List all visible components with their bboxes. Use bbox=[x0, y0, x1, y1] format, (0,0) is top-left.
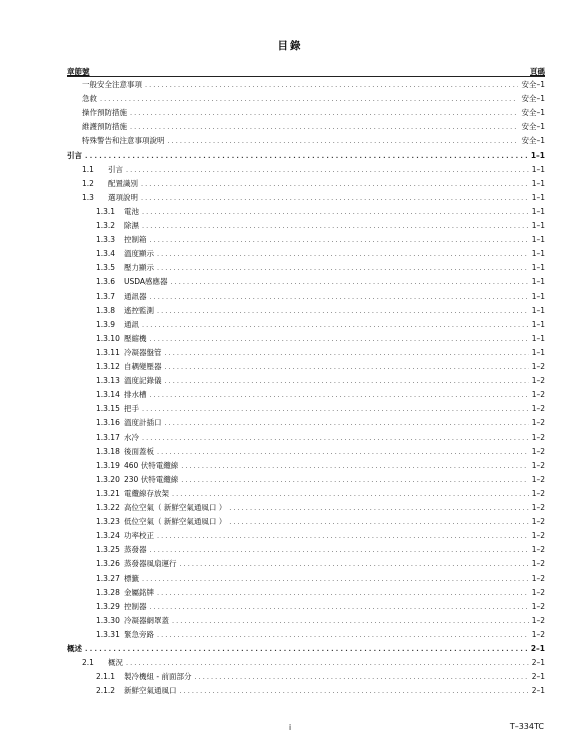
toc-entry[interactable] bbox=[96, 614, 545, 628]
toc-header bbox=[67, 66, 545, 77]
toc-entry-page: 1–1 bbox=[531, 305, 545, 315]
toc-entry-title: 操作預防措施 bbox=[82, 108, 127, 118]
toc-entry-number: 1.3.22 bbox=[96, 503, 120, 512]
toc-entry[interactable] bbox=[82, 134, 545, 148]
toc-entry-number: 1.1 bbox=[82, 164, 94, 174]
toc-entry-title: 排水槽 bbox=[124, 390, 147, 400]
toc-entry-number: 1.3.5 bbox=[96, 263, 116, 273]
dot-leader bbox=[130, 120, 518, 134]
toc-entry-page: 1–2 bbox=[531, 573, 545, 583]
toc-entry-title: 引言 bbox=[108, 164, 123, 174]
toc-entry-page: 安全–1 bbox=[521, 108, 545, 118]
dot-leader bbox=[150, 388, 529, 402]
dot-leader bbox=[100, 92, 518, 106]
toc-entry-page: 1–1 bbox=[531, 178, 545, 188]
toc-entry-title: 把手 bbox=[124, 404, 139, 414]
toc-entry-title: 通訊 bbox=[124, 319, 139, 329]
toc-entry-number: 1.3.20 bbox=[96, 474, 120, 484]
toc-entry[interactable] bbox=[96, 318, 545, 332]
toc-entry-number: 1.3.1 bbox=[96, 206, 116, 216]
toc-entry-page: 1–2 bbox=[531, 460, 545, 470]
toc-entry-title: 標籤 bbox=[124, 573, 139, 583]
toc-entry-page: 1–2 bbox=[531, 601, 545, 611]
toc-entry-title: USDA感應器 bbox=[124, 277, 168, 287]
toc-entry-page: 1–2 bbox=[531, 432, 545, 442]
toc-entry-page: 1–2 bbox=[531, 390, 545, 400]
toc-entry-number: 1.3.3 bbox=[96, 235, 116, 245]
footer-page-number: i bbox=[288, 723, 292, 732]
toc-entry-title: 電池 bbox=[124, 206, 139, 216]
toc-entry-page: 1–2 bbox=[531, 545, 545, 555]
toc-entry-number: 1.3.6 bbox=[96, 277, 116, 287]
toc-entry-number: 1.3.21 bbox=[96, 488, 120, 498]
toc-entry-title: 一般安全注意事項 bbox=[82, 80, 142, 89]
toc-entry[interactable] bbox=[96, 233, 545, 247]
dot-leader bbox=[126, 163, 529, 177]
toc-entry-title: 緊急旁路 bbox=[124, 629, 154, 639]
toc-entry[interactable] bbox=[96, 670, 545, 684]
toc-entry-number: 1.3.23 bbox=[96, 517, 120, 527]
toc-entry-page: 安全–1 bbox=[521, 80, 545, 89]
toc-entry-number: 1.3.13 bbox=[96, 376, 120, 386]
page-number-heading: 頁碼 bbox=[530, 67, 545, 76]
toc-entry[interactable] bbox=[96, 487, 545, 501]
toc-entry-title: 功率校正 bbox=[124, 531, 154, 541]
dot-leader bbox=[150, 332, 529, 346]
toc-entry[interactable] bbox=[96, 445, 545, 459]
toc-entry-page: 1–2 bbox=[531, 362, 545, 371]
toc-entry-page: 安全–1 bbox=[521, 122, 545, 132]
dot-leader bbox=[180, 557, 529, 571]
dot-leader bbox=[171, 275, 529, 289]
toc-entry[interactable] bbox=[96, 501, 545, 515]
toc-entry[interactable] bbox=[96, 557, 545, 571]
toc-entry-title: 通訊器 bbox=[124, 291, 147, 301]
toc-entry-title: 除濕 bbox=[124, 221, 139, 230]
dot-leader bbox=[142, 431, 529, 445]
toc-entry-number: 1.3.29 bbox=[96, 601, 120, 611]
toc-entry-page: 2–1 bbox=[531, 672, 545, 682]
toc-entry-page: 1–1 bbox=[531, 192, 545, 202]
toc-entry[interactable] bbox=[67, 642, 545, 656]
toc-entry[interactable] bbox=[96, 543, 545, 557]
toc-entry[interactable] bbox=[82, 191, 545, 205]
dot-leader bbox=[85, 642, 528, 656]
toc-entry-title: 460 伏特電纜線 bbox=[124, 460, 179, 470]
toc-entry-title: 概況 bbox=[108, 658, 123, 668]
toc-entry[interactable] bbox=[82, 656, 545, 670]
toc-entry-page: 2–1 bbox=[531, 658, 545, 668]
toc-entry-page: 1–1 bbox=[531, 164, 545, 174]
toc-entry-page: 1–2 bbox=[531, 446, 545, 456]
section-number-heading: 章節號 bbox=[67, 67, 90, 76]
toc-entry-title: 後面蓋板 bbox=[124, 446, 154, 456]
toc-entry[interactable] bbox=[96, 529, 545, 543]
footer-document-code: T–334TC bbox=[509, 722, 544, 731]
toc-entry-page: 1–1 bbox=[531, 249, 545, 259]
dot-leader bbox=[180, 684, 529, 698]
toc-entry-page: 1–2 bbox=[531, 615, 545, 625]
dot-leader bbox=[142, 219, 529, 233]
dot-leader bbox=[150, 233, 529, 247]
toc-entry-title: 特殊警告和注意事項說明 bbox=[82, 136, 165, 146]
toc-entry-page: 1–1 bbox=[531, 263, 545, 273]
toc-entry-number: 2.1.2 bbox=[96, 686, 116, 696]
toc-entry[interactable] bbox=[96, 515, 545, 529]
toc-entry-number: 1.3.9 bbox=[96, 319, 116, 329]
toc-entry-number: 1.3.11 bbox=[96, 347, 120, 357]
toc-entry-number: 1.3.16 bbox=[96, 418, 120, 428]
toc-entry[interactable] bbox=[82, 106, 545, 120]
dot-leader bbox=[165, 374, 529, 388]
toc-entry-title: 低位空氣（ 新鮮空氣通風口 ） bbox=[124, 517, 227, 527]
toc-entry-title: 電纜線存放架 bbox=[124, 488, 169, 498]
toc-entry-number: 1.3.10 bbox=[96, 333, 120, 343]
toc-entry[interactable] bbox=[96, 600, 545, 614]
toc-entry-page: 安全–1 bbox=[521, 136, 545, 146]
dot-leader bbox=[141, 177, 529, 191]
dot-leader bbox=[145, 78, 518, 92]
toc-entry-page: 1–2 bbox=[531, 376, 545, 386]
dot-leader bbox=[157, 247, 529, 261]
toc-entry-number: 1.3.28 bbox=[96, 587, 120, 597]
toc-entry[interactable] bbox=[96, 360, 545, 374]
dot-leader bbox=[229, 515, 528, 529]
toc-entry[interactable] bbox=[96, 290, 545, 304]
toc-entry-title: 選項說明 bbox=[108, 192, 138, 202]
dot-leader bbox=[157, 586, 529, 600]
toc-entry-number: 1.3.2 bbox=[96, 221, 116, 230]
toc-entry-title: 壓力顯示 bbox=[124, 263, 154, 273]
toc-entry-title: 引言 bbox=[67, 150, 82, 160]
toc-entry-page: 1–1 bbox=[531, 347, 545, 357]
toc-entry-title: 新鮮空氣通風口 bbox=[124, 686, 177, 696]
toc-entry[interactable] bbox=[96, 374, 545, 388]
toc-entry-number: 1.2 bbox=[82, 178, 94, 188]
toc-entry-title: 控制箱 bbox=[124, 235, 147, 245]
toc-entry[interactable] bbox=[96, 431, 545, 445]
dot-leader bbox=[150, 290, 529, 304]
toc-entry-title: 蒸發器 bbox=[124, 545, 147, 555]
toc-entry[interactable] bbox=[96, 261, 545, 275]
toc-entry-number: 1.3.12 bbox=[96, 362, 120, 371]
toc-entry-page: 2–1 bbox=[531, 686, 545, 696]
toc-entry[interactable] bbox=[96, 473, 545, 487]
toc-entry-title: 高位空氣（ 新鮮空氣通風口 ） bbox=[124, 503, 227, 512]
toc-entry-page: 安全–1 bbox=[521, 94, 545, 104]
toc-entry-page: 1–2 bbox=[531, 474, 545, 484]
toc-entry-page: 1–2 bbox=[531, 629, 545, 639]
dot-leader bbox=[168, 134, 519, 148]
toc-entry[interactable] bbox=[96, 572, 545, 586]
toc-entry[interactable] bbox=[96, 346, 545, 360]
toc-entry-title: 水冷 bbox=[124, 432, 139, 442]
toc-entry-number: 1.3.4 bbox=[96, 249, 116, 259]
toc-entry-number: 2.1 bbox=[82, 658, 94, 668]
toc-entry[interactable] bbox=[82, 120, 545, 134]
toc-entry[interactable] bbox=[96, 388, 545, 402]
toc-entry[interactable] bbox=[96, 275, 545, 289]
toc-entry-number: 1.3.15 bbox=[96, 404, 120, 414]
toc-entry[interactable] bbox=[82, 177, 545, 191]
toc-entry-number: 1.3 bbox=[82, 192, 94, 202]
toc-entry[interactable] bbox=[96, 205, 545, 219]
toc-entry[interactable] bbox=[96, 459, 545, 473]
toc-entry-page: 1–2 bbox=[531, 488, 545, 498]
toc-entry-title: 230 伏特電纜線 bbox=[124, 474, 179, 484]
dot-leader bbox=[141, 191, 529, 205]
toc-entry[interactable] bbox=[96, 586, 545, 600]
page-title: 目錄 bbox=[277, 40, 303, 52]
dot-leader bbox=[165, 416, 529, 430]
toc-entry-page: 2–1 bbox=[530, 644, 545, 653]
toc-entry-number: 1.3.30 bbox=[96, 615, 120, 625]
dot-leader bbox=[130, 106, 518, 120]
dot-leader bbox=[165, 346, 529, 360]
toc-entry-number: 1.3.19 bbox=[96, 460, 120, 470]
dot-leader bbox=[172, 614, 529, 628]
dot-leader bbox=[157, 529, 529, 543]
toc-entry-title: 自耦變壓器 bbox=[124, 362, 162, 371]
toc-entry[interactable] bbox=[96, 219, 545, 233]
dot-leader bbox=[229, 501, 528, 515]
toc-entry-page: 1–2 bbox=[531, 418, 545, 428]
toc-entry-title: 壓縮機 bbox=[124, 333, 147, 343]
dot-leader bbox=[157, 261, 529, 275]
toc-entry[interactable] bbox=[96, 332, 545, 346]
toc-entry-page: 1–2 bbox=[531, 404, 545, 414]
toc-entry-page: 1–1 bbox=[531, 333, 545, 343]
toc-entry-number: 1.3.7 bbox=[96, 291, 116, 301]
toc-entry-number: 1.3.25 bbox=[96, 545, 120, 555]
toc-entry-number: 1.3.18 bbox=[96, 446, 120, 456]
toc-entry[interactable] bbox=[82, 92, 545, 106]
toc-entry-title: 蒸發器風扇運行 bbox=[124, 559, 177, 569]
toc-entry-title: 維護預防措施 bbox=[82, 122, 127, 132]
toc-entry-number: 1.3.27 bbox=[96, 573, 120, 583]
toc-entry-title: 溫度計插口 bbox=[124, 418, 162, 428]
toc-entry-page: 1–1 bbox=[531, 206, 545, 216]
toc-entry[interactable] bbox=[96, 402, 545, 416]
dot-leader bbox=[150, 600, 529, 614]
dot-leader bbox=[157, 304, 529, 318]
toc-entry[interactable] bbox=[96, 684, 545, 698]
toc-entry-page: 1–1 bbox=[531, 221, 545, 230]
toc-entry-page: 1–1 bbox=[531, 319, 545, 329]
toc-entry-number: 1.3.17 bbox=[96, 432, 120, 442]
toc-entry-title: 配置識別 bbox=[108, 178, 138, 188]
dot-leader bbox=[142, 402, 529, 416]
toc-entry[interactable] bbox=[82, 163, 545, 177]
toc-entry-number: 2.1.1 bbox=[96, 672, 116, 682]
toc-entry[interactable] bbox=[96, 304, 545, 318]
dot-leader bbox=[181, 473, 529, 487]
toc-entry-page: 1–1 bbox=[531, 277, 545, 287]
toc-entry-page: 1–1 bbox=[530, 150, 545, 160]
dot-leader bbox=[165, 360, 529, 374]
toc-entry[interactable] bbox=[96, 628, 545, 642]
toc-entry-title: 製冷機組 - 前面部分 bbox=[124, 672, 192, 682]
dot-leader bbox=[194, 670, 528, 684]
toc-entry-title: 冷凝器盤管 bbox=[124, 347, 162, 357]
dot-leader bbox=[126, 656, 529, 670]
dot-leader bbox=[85, 149, 528, 163]
dot-leader bbox=[142, 572, 529, 586]
toc-entry-page: 1–2 bbox=[531, 559, 545, 569]
toc-entry-title: 溫度顯示 bbox=[124, 249, 154, 259]
toc-entry[interactable] bbox=[67, 149, 545, 163]
toc-entry-page: 1–2 bbox=[531, 517, 545, 527]
toc-entry-page: 1–1 bbox=[531, 291, 545, 301]
dot-leader bbox=[181, 459, 529, 473]
toc-entry[interactable] bbox=[96, 247, 545, 261]
toc-entry-page: 1–2 bbox=[531, 587, 545, 597]
toc-entry[interactable] bbox=[96, 416, 545, 430]
toc-entry-title: 溫度記錄儀 bbox=[124, 376, 162, 386]
toc-entry-number: 1.3.8 bbox=[96, 305, 116, 315]
toc-entry-number: 1.3.14 bbox=[96, 390, 120, 400]
toc-entry-title: 遙控監測 bbox=[124, 305, 154, 315]
dot-leader bbox=[157, 445, 529, 459]
dot-leader bbox=[150, 543, 529, 557]
toc-entry-number: 1.3.24 bbox=[96, 531, 120, 541]
toc-entry-number: 1.3.26 bbox=[96, 559, 120, 569]
dot-leader bbox=[142, 205, 529, 219]
dot-leader bbox=[142, 318, 529, 332]
toc-entry-page: 1–2 bbox=[531, 531, 545, 541]
toc-entry-title: 概述 bbox=[67, 644, 82, 653]
dot-leader bbox=[157, 628, 529, 642]
toc-entry-title: 金屬銘牌 bbox=[124, 587, 154, 597]
toc-entry-page: 1–2 bbox=[531, 503, 545, 512]
toc-entry-title: 急救 bbox=[82, 94, 97, 104]
toc-entry-title: 冷凝器網罩蓋 bbox=[124, 615, 169, 625]
dot-leader bbox=[172, 487, 529, 501]
toc-entry-title: 控制器 bbox=[124, 601, 147, 611]
toc-entry-page: 1–1 bbox=[531, 235, 545, 245]
toc-entry[interactable] bbox=[82, 78, 545, 92]
toc-entry-number: 1.3.31 bbox=[96, 629, 120, 639]
